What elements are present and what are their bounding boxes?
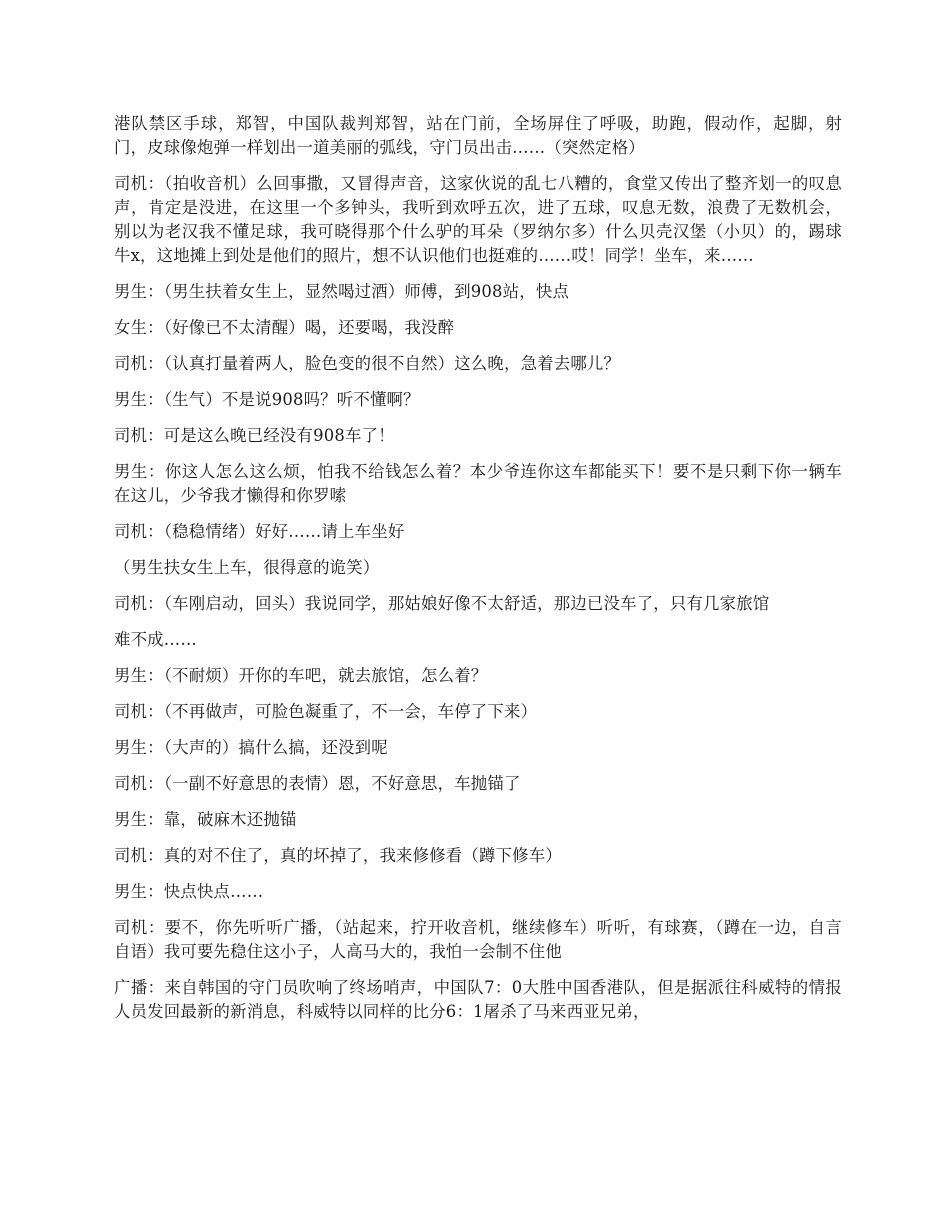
paragraph-boy-loud: 男生：（大声的）搞什么搞，还没到呢 [114, 738, 388, 757]
document-body [114, 112, 842, 1036]
paragraph-driver-repair: 司机：真的对不住了，真的坏掉了，我来修修看（蹲下修车） [114, 846, 562, 865]
paragraph-driver-calm: 司机：（稳稳情绪）好好……请上车坐好 [114, 522, 405, 541]
paragraph-girl-drunk: 女生：（好像已不太清醒）喝，还要喝，我没醉 [114, 318, 455, 337]
paragraph-driver-where: 司机：（认真打量着两人，脸色变的很不自然）这么晚，急着去哪儿？ [114, 354, 621, 373]
paragraph-driver-broadcast: 司机：要不，你先听听广播，（站起来，拧开收音机，继续修车）听听，有球赛，（蹲在一边，自言自语）我可要先稳住这小子，人高马大的，我怕一会制不住他 [114, 918, 842, 961]
paragraph-stage-direction: （男生扶女生上车，很得意的诡笑） [114, 558, 380, 577]
paragraph-broadcast: 广播：来自韩国的守门员吹响了终场哨声，中国队7：0大胜中国香港队，但是据派往科威特的情报人员发回最新的新消息，科威特以同样的比分6：1屠杀了马来西亚兄弟， [114, 978, 842, 1021]
paragraph-driver-no-bus: 司机：可是这么晚已经没有908车了！ [114, 426, 395, 445]
paragraph-continuation: 难不成…… [114, 630, 197, 649]
paragraph-narration-penalty: 港队禁区手球，郑智，中国队裁判郑智，站在门前，全场屏住了呼吸，助跑，假动作，起脚，射门，皮球像炮弹一样划出一道美丽的弧线，守门员出击……（突然定格） [114, 114, 842, 157]
paragraph-boy-908: 男生：（男生扶着女生上，显然喝过酒）师傅，到908站，快点 [114, 282, 570, 301]
paragraph-driver-hotel: 司机：（车刚启动，回头）我说同学，那姑娘好像不太舒适，那边已没车了，只有几家旅馆 [114, 594, 770, 613]
paragraph-boy-angry: 男生：（生气）不是说908吗？听不懂啊？ [114, 390, 420, 409]
paragraph-boy-hurry: 男生：快点快点…… [114, 882, 264, 901]
paragraph-driver-radio: 司机：（拍收音机）么回事撒，又冒得声音，这家伙说的乱七八糟的，食堂又传出了整齐划一的叹息声，肯定是没进，在这里一个多钟头，我听到欢呼五次，进了五球，叹息无数，浪费了无数机会，别以为老汉我不懂足球，我可晓得那个什么驴的耳朵（罗纳尔多）什么贝壳汉堡（小贝）的，踢球牛x，这地摊上到处是他们的照片，想不认识他们也挺难的……哎！同学！坐车，来…… [114, 174, 842, 265]
paragraph-boy-curse: 男生：靠，破麻木还抛锚 [114, 810, 297, 829]
paragraph-driver-stops: 司机：（不再做声，可脸色凝重了，不一会，车停了下来） [114, 702, 538, 721]
paragraph-driver-breakdown: 司机：（一副不好意思的表情）恩，不好意思，车抛锚了 [114, 774, 521, 793]
paragraph-boy-money: 男生：你这人怎么这么烦，怕我不给钱怎么着？本少爷连你这车都能买下！要不是只剩下你一辆车在这儿，少爷我才懒得和你罗嗦 [114, 462, 842, 505]
paragraph-boy-impatient: 男生：（不耐烦）开你的车吧，就去旅馆，怎么着？ [114, 666, 488, 685]
